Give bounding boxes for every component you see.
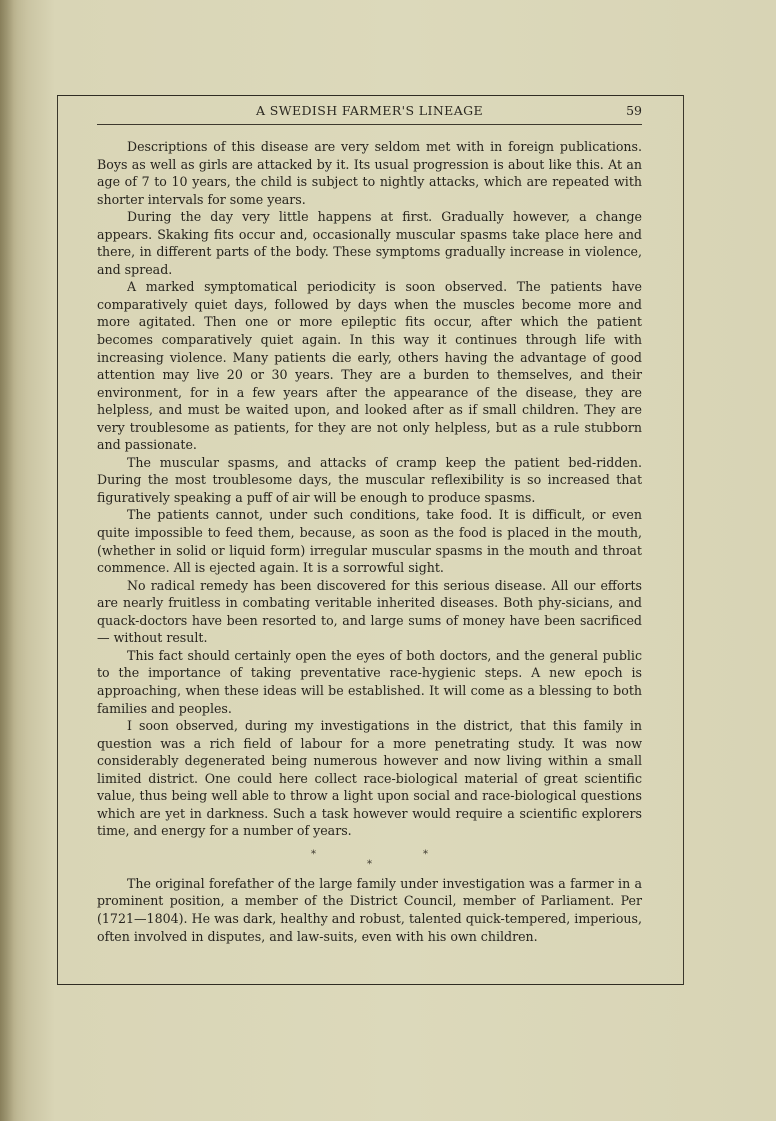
paragraph: I soon observed, during my investigations in the district, that this family in question was a rich field of labour for a more penetrating study. It was now considerably degenerated being numerous however and now living within a small limited district. One could here collect race-biological material of great scientific value, thus being well able to throw a light upon social and race-biological questions which are yet in darkness. Such a task however would require a scientific explorers time, and energy for a number of years.: [97, 718, 642, 839]
paragraph: During the day very little happens at first. Gradually however, a change appears. Skaking fits occur and, occasionally muscular spasms take place here and there, in different parts of the body. These symptoms gradually increase in violence, and spread.: [97, 209, 642, 277]
paragraph: The muscular spasms, and attacks of cramp keep the patient bed-ridden. During the most troublesome days, the muscular reflexibility is so increased that figuratively speaking a puff of air will be enough to produce spasms.: [97, 454, 642, 505]
section-break-asterism: [97, 840, 642, 875]
running-title: A SWEDISH FARMER'S LINEAGE: [255, 103, 484, 118]
frame-bottom-rule: [57, 984, 683, 985]
closing-paragraph: The original forefather of the large family under investigation was a farmer in a prominent position, a member of the District Council, member of Parliament. Per (1721—1804). He was dark, healthy and robust, talented quick-tempered, imperious, often involved in disputes, and law-suits, even with his own children.: [97, 875, 642, 944]
asterism-star: *: [311, 848, 316, 860]
paragraph: Descriptions of this disease are very seldom met with in foreign publications. Boys as well as girls are attacked by it. Its usual progression is about like this. At an age of 7 to 10 years, the child is subject to nightly attacks, which are repeated with shorter intervals for some years.: [97, 139, 642, 207]
running-header: [97, 103, 642, 125]
page-number: 59: [626, 103, 642, 118]
paragraph: The patients cannot, under such conditions, take food. It is difficult, or even quite impossible to feed them, because, as soon as the food is placed in the mouth, (whether in solid or liquid form) irregular muscular spasms in the mouth and throat commence. All is ejected again. It is a sorrowful sight.: [97, 507, 642, 576]
asterism-star: *: [367, 858, 372, 870]
paragraph: No radical remedy has been discovered for this serious disease. All our efforts are nearly fruitless in combating veritable inherited diseases. Both phy-sicians, and quack-doctors have been resorted to, and large sums of money have been sacrificed — without result.: [97, 577, 642, 646]
paragraph: A marked symptomatical periodicity is soon observed. The patients have comparatively quiet days, followed by days when the muscles become more and more agitated. Then one or more epileptic fits occur, after which the patient becomes comparatively quiet again. In this way it continues through life with increasing violence. Many patients die early, others having the advantage of good attention may live 20 or 30 years. They are a burden to themselves, and their environment, for in a few years after the appearance of the disease, they are helpless, and must be waited upon, and looked after as if small children. They are very troublesome as patients, for they are not only helpless, but as a rule stubborn and passionate.: [97, 279, 642, 453]
page-spine-shadow: [0, 0, 28, 1121]
frame-top-rule: [57, 95, 683, 96]
body-text: [97, 138, 642, 945]
asterism-star: *: [423, 848, 428, 860]
header-rule: [97, 124, 642, 125]
paragraph: This fact should certainly open the eyes of both doctors, and the general public to the importance of taking preventative race-hygienic steps. A new epoch is approaching, when these ideas will be established. It will come as a blessing to both families and peoples.: [97, 647, 642, 716]
